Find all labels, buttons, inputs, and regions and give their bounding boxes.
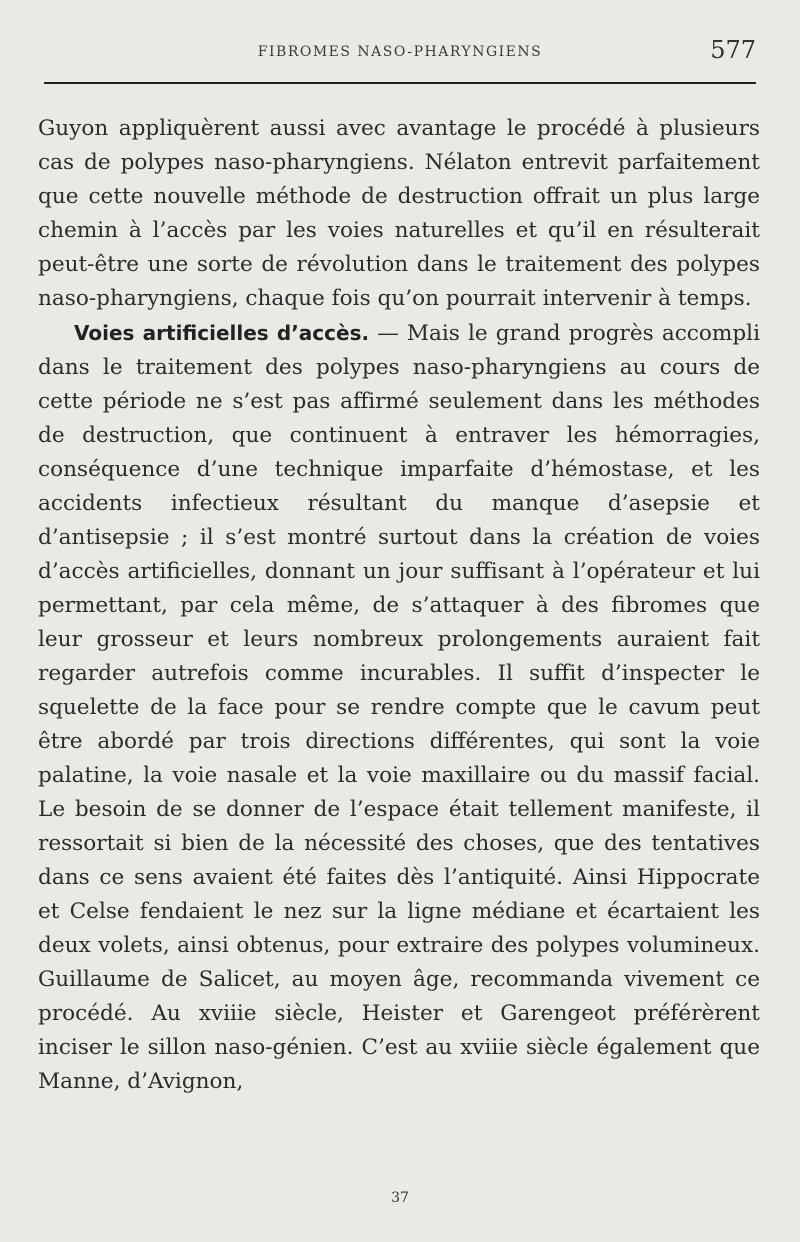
section-heading: Voies artificielles d’accès. (74, 321, 370, 345)
page-header (44, 36, 756, 66)
signature-mark: 37 (391, 1190, 409, 1206)
paragraph-2 (38, 316, 760, 1099)
body-text (38, 112, 760, 1099)
running-title: FIBROMES NASO-PHARYNGIENS (257, 44, 543, 60)
paragraph-1: Guyon appliquèrent aussi avec avantage le procédé à plusieurs cas de polypes naso-pharyngiens. Nélaton entrevit parfaitement que cette nouvelle méthode de destruction offrait un plus large chemin à l’accès par les voies naturelles et qu’il en résulterait peut-être une sorte de révolution dans le traitement des polypes naso-pharyngiens, chaque fois qu’on pourrait intervenir à temps. (38, 116, 760, 311)
page-number: 577 (710, 36, 756, 64)
paragraph-2-text: — Mais le grand progrès accompli dans le traitement des polypes naso-pharyngiens au cours de cette période ne s’est pas affirmé seulement dans les méthodes de destruction, que continuent à entraver les hémorragies, conséquence d’une technique imparfaite d’hémostase, et les accidents infectieux résultant du manque d’asepsie et d’antisepsie ; il s’est montré surtout dans la création de voies d’accès artificielles, donnant un jour suffisant à l’opérateur et lui permettant, par cela même, de s’attaquer à des fibromes que leur grosseur et leurs nombreux prolongements auraient fait regarder autrefois comme incurables. Il suffit d’inspecter le squelette de la face pour se rendre compte que le cavum peut être abordé par trois directions différentes, qui sont la voie palatine, la voie nasale et la voie maxillaire ou du massif facial. Le besoin de se donner de l’espace était tellement manifeste, il ressortait si bien de la nécessité des choses, que des tentatives dans ce sens avaient été faites dès l’antiquité. Ainsi Hippocrate et Celse fendaient le nez sur la ligne médiane et écartaient les deux volets, ainsi obtenus, pour extraire des polypes volumineux. Guillaume de Salicet, au moyen âge, recommanda vivement ce procédé. Au xviiie siècle, Heister et Garengeot préférèrent inciser le sillon naso-génien. C’est au xviiie siècle également que Manne, d’Avignon, (38, 321, 760, 1094)
header-rule (44, 82, 756, 84)
